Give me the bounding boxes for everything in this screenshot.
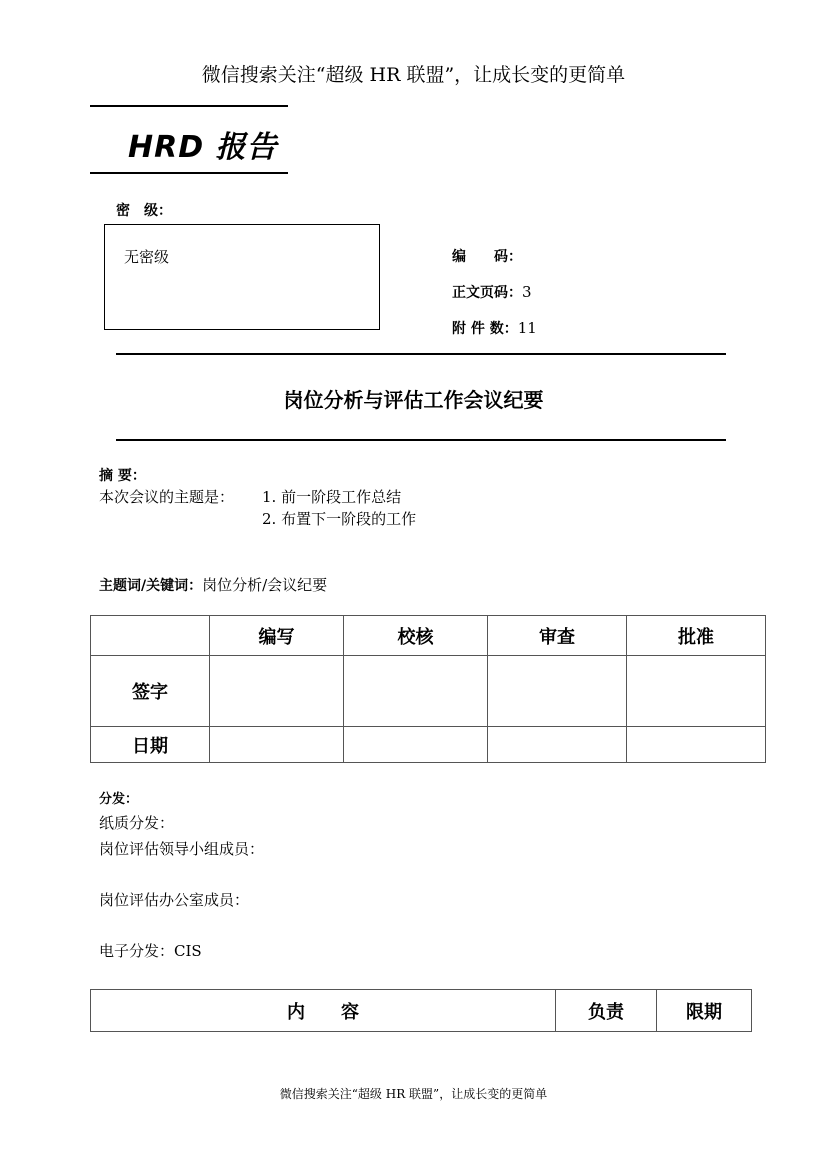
summary-item: 2. 布置下一阶段的工作 [262, 510, 417, 528]
distribution-label: 分发： [99, 792, 139, 807]
approval-date-cell [488, 727, 627, 763]
attachments-row [452, 318, 537, 354]
approval-sign-cell [344, 656, 488, 727]
document-title-rule-top [116, 353, 726, 355]
content-header-row [91, 990, 752, 1032]
document-title: 岗位分析与评估工作会议纪要 [283, 388, 544, 412]
approval-row-label: 签字 [91, 656, 210, 727]
pages-value: 3 [522, 283, 532, 301]
title-rule-bottom [90, 172, 288, 174]
distribution-office-members: 岗位评估办公室成员： [99, 891, 250, 909]
content-header-cell: 内 容 [91, 990, 556, 1032]
approval-row-label: 日期 [91, 727, 210, 763]
keywords-line [99, 574, 327, 595]
approval-header-cell: 编写 [210, 616, 344, 656]
keywords-label: 主题词/关键词： [99, 578, 203, 594]
distribution-paper: 纸质分发： [99, 814, 175, 832]
approval-sign-cell [210, 656, 344, 727]
approval-header-cell: 批准 [627, 616, 766, 656]
approval-sign-cell [627, 656, 766, 727]
summary-label: 摘 要： [99, 468, 146, 484]
header-promo-text: 微信搜索关注“超级 HR 联盟”，让成长变的更简单 [201, 64, 626, 86]
report-title: HRD 报告 [128, 130, 278, 165]
approval-table [90, 615, 766, 763]
footer-promo-text: 微信搜索关注“超级 HR 联盟”，让成长变的更简单 [279, 1087, 548, 1101]
document-meta [452, 246, 537, 354]
pages-row [452, 282, 537, 318]
summary-intro: 本次会议的主题是： [99, 488, 235, 506]
approval-date-cell [344, 727, 488, 763]
security-level-label: 密 级： [116, 203, 172, 219]
code-label: 编 码： [452, 249, 522, 265]
content-header-cell: 限期 [657, 990, 752, 1032]
distribution-group-leaders: 岗位评估领导小组成员： [99, 840, 265, 858]
content-table [90, 989, 752, 1032]
approval-date-cell [627, 727, 766, 763]
code-row [452, 246, 537, 282]
approval-sign-row [91, 656, 766, 727]
keywords-value: 岗位分析/会议纪要 [202, 576, 328, 594]
attachments-label: 附 件 数： [452, 321, 518, 337]
security-level-box [104, 224, 380, 330]
approval-date-cell [210, 727, 344, 763]
content-header-cell: 负责 [556, 990, 657, 1032]
approval-sign-cell [488, 656, 627, 727]
approval-date-row [91, 727, 766, 763]
approval-header-cell: 审查 [488, 616, 627, 656]
attachments-value: 11 [517, 319, 537, 337]
pages-label: 正文页码： [452, 285, 522, 301]
approval-header-row [91, 616, 766, 656]
security-level-value: 无密级 [124, 248, 170, 266]
summary-item: 1. 前一阶段工作总结 [262, 488, 402, 506]
approval-header-cell: 校核 [344, 616, 488, 656]
title-rule-top [90, 105, 288, 107]
distribution-electronic: 电子分发：CIS [99, 942, 202, 960]
document-title-rule-bottom [116, 439, 726, 441]
approval-header-cell [91, 616, 210, 656]
